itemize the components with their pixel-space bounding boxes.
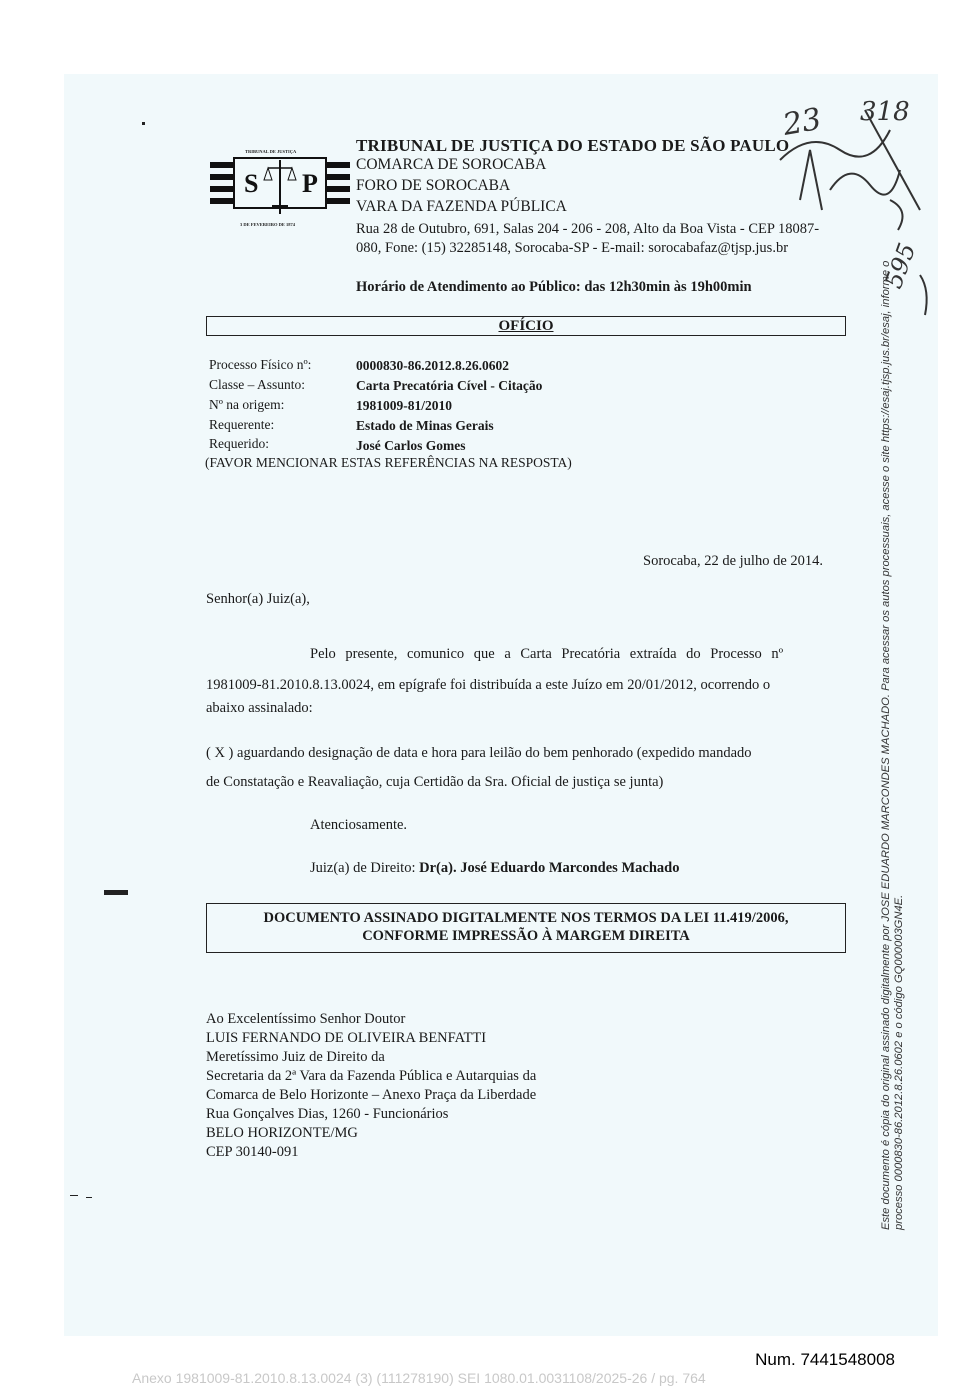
vara-line: VARA DA FAZENDA PÚBLICA [356, 198, 567, 215]
addressee-line: Secretaria da 2ª Vara da Fazenda Pública e Autarquias da [206, 1068, 537, 1084]
addressee-line: Rua Gonçalves Dias, 1260 - Funcionários [206, 1106, 449, 1122]
meta-label-requerido: Requerido: [209, 436, 269, 451]
addressee-line: Ao Excelentíssimo Senhor Doutor [206, 1011, 406, 1027]
seal-top-text: TRIBUNAL DE JUSTIÇA [245, 149, 297, 154]
handwritten-number-595: 595 [879, 239, 922, 293]
meta-label-origin: Nº na origem: [209, 397, 285, 412]
document-type: OFÍCIO [498, 318, 554, 334]
foro-line: FORO DE SOROCABA [356, 177, 511, 194]
margin-line1: Este documento é cópia do original assinado digitalmente por JOSE EDUARDO MARCONDES MACHADO. Para acessar os autos processuais, acesse o site https://esaj.tjsp.jus.br/esaj, informe o [880, 260, 892, 1230]
meta-value-origin: 1981009-81/2010 [356, 398, 452, 413]
date-line: Sorocaba, 22 de julho de 2014. [643, 553, 824, 569]
closing: Atenciosamente. [310, 817, 408, 833]
judge-line [310, 860, 679, 877]
handwritten-number-318: 318 [860, 97, 910, 127]
meta-value-process: 0000830-86.2012.8.26.0602 [356, 358, 509, 373]
meta-value-requerente: Estado de Minas Gerais [356, 418, 494, 433]
signature-line1: DOCUMENTO ASSINADO DIGITALMENTE NOS TERMOS DA LEI 11.419/2006, [263, 910, 789, 926]
digital-signature-box [206, 903, 846, 953]
paragraph1-line3: abaixo assinalado: [206, 700, 313, 716]
handwritten-number-23: 23 [780, 101, 824, 143]
scan-dot [142, 122, 145, 125]
salutation: Senhor(a) Juiz(a), [206, 591, 310, 607]
signature-line2: CONFORME IMPRESSÃO À MARGEM DIREITA [362, 928, 690, 944]
svg-text:S: S [244, 169, 259, 198]
scan-dot [70, 1195, 78, 1196]
reference-note: (FAVOR MENCIONAR ESTAS REFERÊNCIAS NA RESPOSTA) [205, 455, 572, 470]
addressee-block [206, 1010, 536, 1162]
office-hours: Horário de Atendimento ao Público: das 12h30min às 19h00min [356, 279, 752, 295]
addressee-line: Meretíssimo Juiz de Direito da [206, 1049, 385, 1065]
addressee-line: Comarca de Belo Horizonte – Anexo Praça da Liberdade [206, 1087, 537, 1103]
addressee-line: CEP 30140-091 [206, 1144, 299, 1160]
paragraph2-line1: ( X ) aguardando designação de data e hora para leilão do bem penhorado (expedido mandado [206, 745, 752, 761]
court-address: Rua 28 de Outubro, 691, Salas 204 - 206 - 208, Alto da Boa Vista - CEP 18087-080, Fone: (15) 32285148, Sorocaba-SP - E-mail: sorocabafaz@tjsp.jus.br [356, 221, 820, 256]
judge-label: Juiz(a) de Direito: [310, 860, 416, 876]
judge-name: Dr(a). José Eduardo Marcondes Machado [419, 860, 680, 876]
margin-authentication-text [880, 261, 906, 1230]
addressee-line: LUIS FERNANDO DE OLIVEIRA BENFATTI [206, 1030, 487, 1046]
svg-text:P: P [302, 169, 318, 198]
meta-value-requerido: José Carlos Gomes [356, 438, 466, 453]
comarca-line: COMARCA DE SOROCABA [356, 156, 547, 173]
paragraph1-line1: Pelo presente, comunico que a Carta Precatória extraída do Processo nº [310, 646, 784, 662]
scan-dot [86, 1197, 92, 1198]
meta-label-process: Processo Físico nº: [209, 357, 312, 372]
addressee-line: BELO HORIZONTE/MG [206, 1125, 358, 1141]
page-number-label: Num. 7441548008 [755, 1350, 895, 1369]
margin-line2: processo 0000830-86.2012.8.26.0602 e o código GQ000003GN4E. [893, 894, 905, 1230]
footer-reference: Anexo 1981009-81.2010.8.13.0024 (3) (111278190) SEI 1080.01.0031108/2025-26 / pg. 764 [132, 1370, 706, 1386]
tjsp-seal-logo [210, 148, 350, 228]
court-title: TRIBUNAL DE JUSTIÇA DO ESTADO DE SÃO PAULO [356, 136, 790, 155]
handwritten-annotations [770, 90, 950, 320]
paragraph1-line2: 1981009-81.2010.8.13.0024, em epígrafe foi distribuída a este Juízo em 20/01/2012, ocorrendo o [206, 677, 771, 693]
scan-mark [104, 890, 128, 895]
oficio-heading-box [206, 316, 846, 336]
meta-label-class: Classe – Assunto: [209, 377, 306, 392]
seal-bottom-text: 3 DE FEVEREIRO DE 1874 [240, 222, 296, 227]
meta-label-requerente: Requerente: [209, 417, 275, 432]
paragraph2-line2: de Constatação e Reavaliação, cuja Certidão da Sra. Oficial de justiça se junta) [206, 774, 664, 790]
meta-value-class: Carta Precatória Cível - Citação [356, 378, 543, 393]
